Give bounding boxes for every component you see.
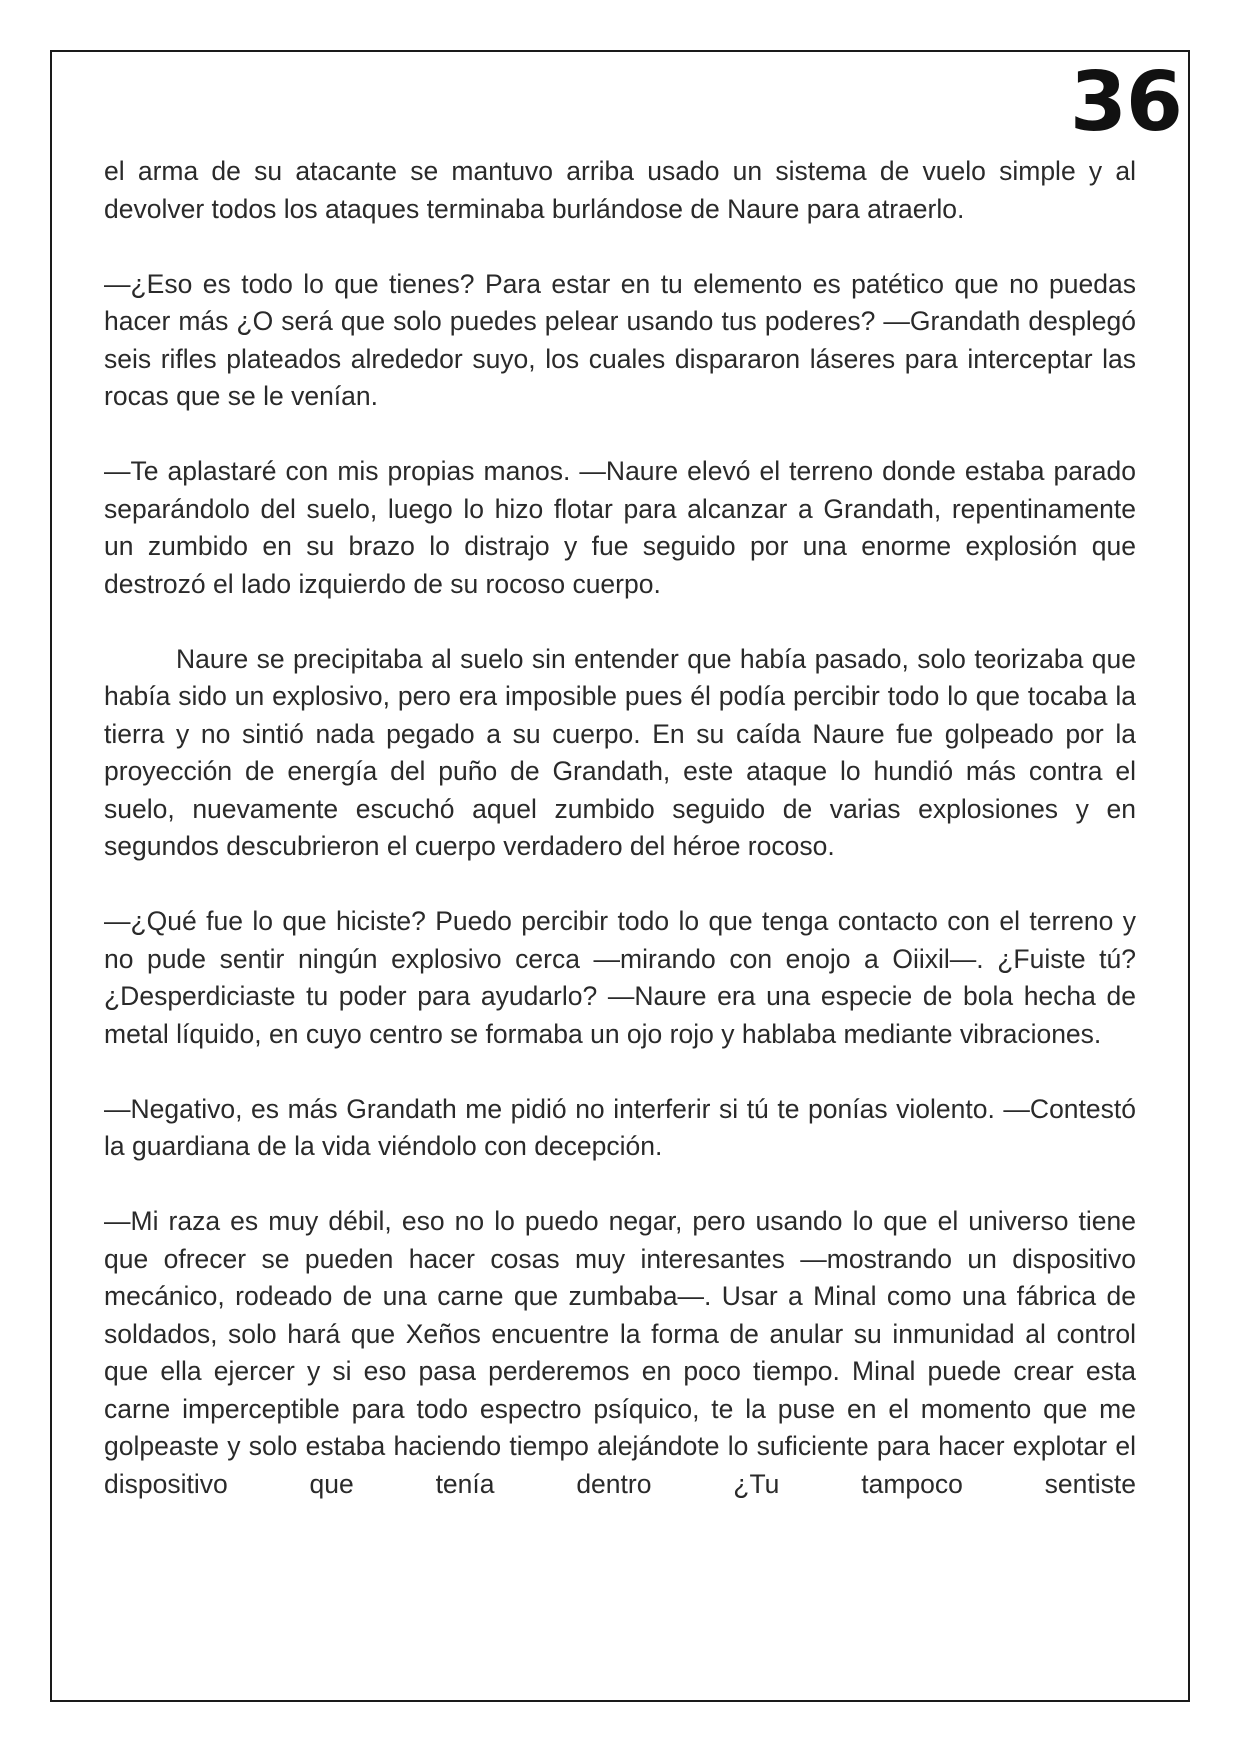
paragraph-2: —¿Eso es todo lo que tienes? Para estar en tu elemento es patético que no puedas hacer más ¿O será que solo puedes pelear usando tus poderes? —Grandath desplegó seis rifles plateados alrededor suyo, los cuales dispararon láseres para interceptar las rocas que se le venían. [104, 268, 1136, 411]
paragraph-7: —Mi raza es muy débil, eso no lo puedo negar, pero usando lo que el universo tiene que ofrecer se pueden hacer cosas muy interesantes —mostrando un dispositivo mecánico, rodeado de una carne que zumbaba—. Usar a Minal como una fábrica de soldados, solo hará que Xeños encuentre la forma de anular su inmunidad al control que ella ejercer y si eso pasa perderemos en poco tiempo. Minal puede crear esta carne imperceptible para todo espectro psíquico, te la puse en el momento que me golpeaste y solo estaba haciendo tiempo alejándote lo suficiente para hacer explotar el dispositivo que tenía dentro ¿Tu tampoco sentiste [104, 1206, 1136, 1499]
body-text [104, 153, 1136, 1503]
paragraph-1: el arma de su atacante se mantuvo arriba usado un sistema de vuelo simple y al devolver todos los ataques terminaba burlándose de Naure para atraerlo. [104, 156, 1136, 224]
paragraph-6: —Negativo, es más Grandath me pidió no interferir si tú te ponías violento. —Contestó la guardiana de la vida viéndolo con decepción. [104, 1093, 1136, 1161]
paragraph-3: —Te aplastaré con mis propias manos. —Naure elevó el terreno donde estaba parado separándolo del suelo, luego lo hizo flotar para alcanzar a Grandath, repentinamente un zumbido en su brazo lo distrajo y fue seguido por una enorme explosión que destrozó el lado izquierdo de su rocoso cuerpo. [104, 456, 1136, 599]
paragraph-5: —¿Qué fue lo que hiciste? Puedo percibir todo lo que tenga contacto con el terreno y no pude sentir ningún explosivo cerca —mirando con enojo a Oiixil—. ¿Fuiste tú? ¿Desperdiciaste tu poder para ayudarlo? —Naure era una especie de bola hecha de metal líquido, en cuyo centro se formaba un ojo rojo y hablaba mediante vibraciones. [104, 906, 1136, 1049]
paragraph-4: Naure se precipitaba al suelo sin entender que había pasado, solo teorizaba que había sido un explosivo, pero era imposible pues él podía percibir todo lo que tocaba la tierra y no sintió nada pegado a su cuerpo. En su caída Naure fue golpeado por la proyección de energía del puño de Grandath, este ataque lo hundió más contra el suelo, nuevamente escuchó aquel zumbido seguido de varias explosiones y en segundos descubrieron el cuerpo verdadero del héroe rocoso. [104, 643, 1136, 861]
page-number: 36 [1069, 55, 1182, 150]
